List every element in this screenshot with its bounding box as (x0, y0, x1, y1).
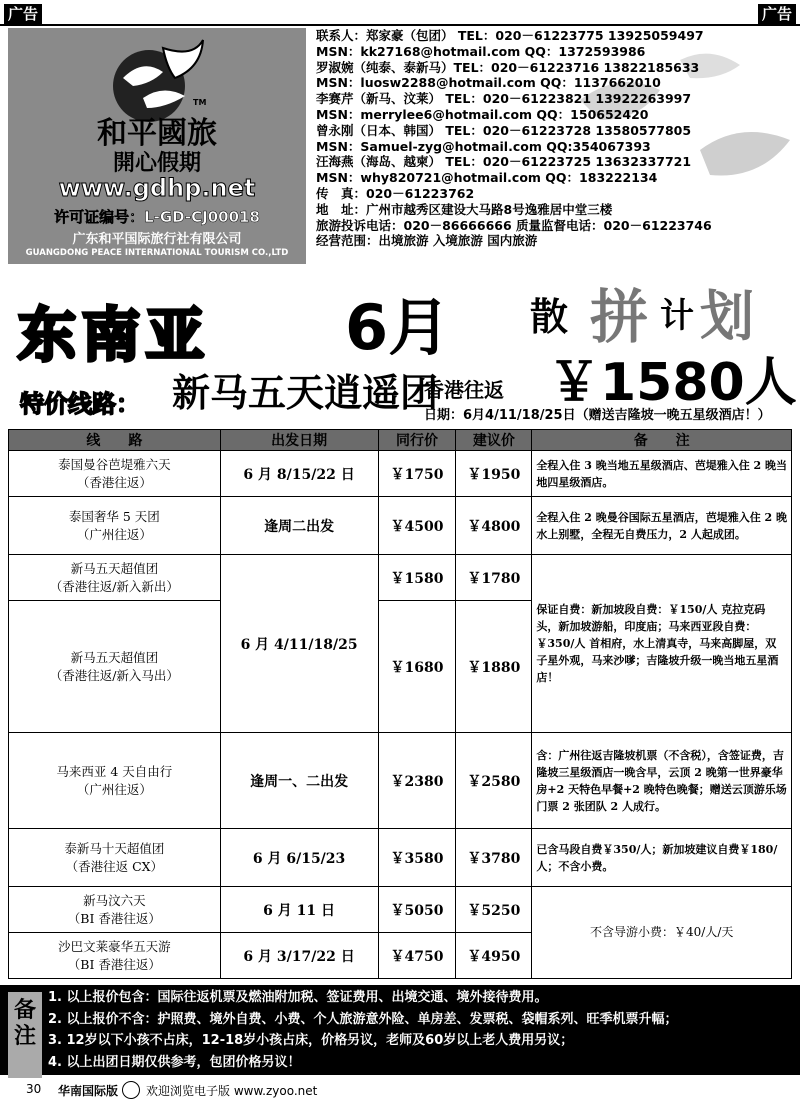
company-slogan: 開心假期 (112, 151, 201, 176)
header-notes: 备 注 (532, 430, 792, 451)
contact-list (316, 28, 800, 249)
table-cell: ￥4500 (378, 497, 456, 555)
table-cell: 6 月 3/17/22 日 (220, 933, 378, 979)
note-item: 3. 12岁以下小孩不占床，12-18岁小孩占床，价格另议，老师及60岁以上老人费用另议； (48, 1033, 574, 1048)
table-cell: ￥5250 (456, 887, 532, 933)
route-line: 沙巴文莱豪华五天游 (58, 938, 171, 954)
featured-tour-name: 新马五天逍遥团 (172, 371, 439, 415)
contact-line: MSN：kk27168@hotmail.com QQ：1372593986 (316, 43, 646, 59)
table-cell: ￥3780 (456, 829, 532, 887)
company-logo-panel (8, 28, 306, 264)
table-cell: ￥5050 (378, 887, 456, 933)
license-number: 许可证编号：L-GD-CJ00018 (54, 208, 260, 226)
page-number: 30 (26, 1082, 42, 1096)
route-line: 泰国奢华 5 天团 (68, 508, 160, 524)
footer-tagline: 欢迎浏览电子版 www.zyoo.net (146, 1084, 318, 1098)
table-cell: ￥4750 (378, 933, 456, 979)
table-cell: ￥1950 (456, 451, 532, 497)
ad-label-left: 广告 (4, 4, 42, 24)
table-cell: 逢周二出发 (220, 497, 378, 555)
plan-char-2: 拼 (590, 283, 649, 351)
region-title: 东南亚 (18, 301, 211, 369)
table-cell: 全程入住 3 晚当地五星级酒店、芭堤雅入住 2 晚当地四星级酒店。 (532, 451, 792, 497)
route-line: （BI 香港往返） (67, 956, 161, 972)
special-route-label: 特价线路： (20, 390, 140, 418)
table-cell: 6 月 11 日 (220, 887, 378, 933)
table-cell (9, 887, 221, 933)
table-row (9, 497, 792, 555)
footer-brand: 华南国际版 (58, 1084, 119, 1098)
route-line: （广州往返） (76, 781, 152, 797)
header-suggested-price: 建议价 (456, 430, 532, 451)
company-full-name: 广东和平国际旅行社有限公司 (72, 232, 242, 247)
company-name: 和平國旅 (97, 116, 217, 151)
table-header-row (9, 430, 792, 451)
table-cell: ￥1880 (456, 601, 532, 733)
route-line: （BI 香港往返） (67, 910, 161, 926)
notes-heading: 备注 (8, 992, 42, 1078)
contact-line: 曾永刚（日本、韩国） TEL：020－61223728 13580577805 (316, 122, 692, 138)
route-line: 泰新马十天超值团 (64, 840, 165, 856)
table-cell: 保证自费：新加坡段自费：￥150/人 克拉克码头，新加坡游船，印度庙；马来西亚段自费：￥350/人 首相府，水上清真寺，马来高脚屋，双子星外观，马来沙嗲；吉隆坡升级一晚当地五星酒店！ (532, 555, 792, 733)
table-cell (9, 451, 221, 497)
table-cell: ￥4800 (456, 497, 532, 555)
route-line: （香港往返 CX） (65, 858, 164, 874)
table-cell: 6 月 6/15/23 (220, 829, 378, 887)
contact-line: MSN：luosw2288@hotmail.com QQ：1137662010 (316, 75, 661, 91)
table-cell: ￥1580 (378, 555, 456, 601)
table-row (9, 555, 792, 601)
table-cell: 全程入住 2 晚曼谷国际五星酒店，芭堤雅入住 2 晚水上别墅，全程无自费压力，2 人起成团。 (532, 497, 792, 555)
route-line: 泰国曼谷芭堤雅六天 (58, 456, 171, 472)
table-cell: 6 月 8/15/22 日 (220, 451, 378, 497)
contact-line: 汪海燕（海岛、越柬） TEL：020－61223725 13632337721 (316, 154, 692, 170)
route-line: 马来西亚 4 天自由行 (56, 763, 173, 779)
notes-list (48, 987, 678, 1073)
trademark: TM (193, 98, 207, 107)
table-cell: 已含马段自费￥350/人；新加坡建议自费￥180/人；不含小费。 (532, 829, 792, 887)
table-cell: ￥1750 (378, 451, 456, 497)
table-cell (9, 555, 221, 601)
table-cell: ￥4950 (456, 933, 532, 979)
table-cell: ￥2380 (378, 733, 456, 829)
table-cell: ￥1780 (456, 555, 532, 601)
header-peer-price: 同行价 (378, 430, 456, 451)
footer-logo-icon (122, 1081, 140, 1099)
route-line: （香港往返） (76, 474, 152, 490)
table-cell (9, 829, 221, 887)
contact-line: 李赛芹（新马、汶莱） TEL：020－61223821 13922263997 (316, 91, 692, 107)
table-cell: 6 月 4/11/18/25 (220, 555, 378, 733)
route-line: 新马五天超值团 (70, 649, 159, 665)
table-cell: ￥3580 (378, 829, 456, 887)
table-row (9, 733, 792, 829)
route-price-table (8, 429, 792, 979)
table-cell: 不含导游小费：￥40/人/天 (532, 887, 792, 979)
contact-line: 罗淑婉（纯泰、泰新马）TEL：020－61223716 13822185633 (316, 59, 700, 75)
header-date: 出发日期 (220, 430, 378, 451)
header-route: 线 路 (9, 430, 221, 451)
ad-label-right: 广告 (758, 4, 796, 24)
top-rule (0, 24, 800, 26)
table-cell (9, 933, 221, 979)
hotline-line: 旅游投诉电话：020－86666666 质量监督电话：020－61223746 (316, 217, 712, 233)
route-line: 新马五天超值团 (70, 560, 159, 576)
plan-char-3: 计 (660, 296, 694, 336)
route-line: （广州往返） (76, 526, 152, 542)
plan-char-1: 散 (530, 295, 569, 339)
contact-line: MSN：merrylee6@hotmail.com QQ：150652420 (316, 106, 649, 122)
address-line: 地 址：广州市越秀区建设大马路8号逸雅居中堂三楼 (316, 201, 613, 217)
table-cell: ￥1680 (378, 601, 456, 733)
table-row (9, 829, 792, 887)
table-row (9, 887, 792, 933)
table-row (9, 451, 792, 497)
company-english-name: GUANGDONG PEACE INTERNATIONAL TOURISM CO.,LTD (25, 248, 289, 258)
contact-line: MSN：why820721@hotmail.com QQ：183222134 (316, 170, 658, 186)
table-cell: ￥2580 (456, 733, 532, 829)
table-cell (9, 497, 221, 555)
table-cell (9, 733, 221, 829)
plan-char-4: 划 (700, 285, 754, 348)
contact-line: 联系人：郑家豪（包团） TEL：020－61223775 13925059497 (316, 28, 704, 43)
featured-price: ￥1580人 (548, 353, 797, 413)
contact-line: MSN：Samuel-zyg@hotmail.com QQ:354067393 (316, 138, 651, 154)
month-title: 6月 (345, 291, 451, 364)
route-line: （香港往返/新入马出） (49, 667, 179, 683)
fax-line: 传 真：020－61223762 (316, 185, 475, 201)
route-line: 新马汶六天 (83, 892, 146, 908)
business-scope-line: 经营范围：出境旅游 入境旅游 国内旅游 (316, 233, 538, 249)
note-item: 4. 以上出团日期仅供参考，包团价格另议！ (48, 1054, 301, 1070)
route-line: （香港往返/新入新出） (49, 578, 179, 594)
table-cell: 含：广州往返吉隆坡机票（不含税），含签证费，吉隆坡三星级酒店一晚含早，云顶 2 晚第一世界豪华房+2 天特色早餐+2 晚特色晚餐；赠送云顶游乐场门票 2 张团队 2 人成行。 (532, 733, 792, 829)
table-cell: 逢周一、二出发 (220, 733, 378, 829)
featured-tour-hk: 香港往返 (424, 378, 504, 402)
note-item: 1. 以上报价包含：国际往返机票及燃油附加税、签证费用、出境交通、境外接待费用。 (48, 990, 548, 1005)
page-footer (0, 1079, 800, 1100)
featured-dates: 日期：6月4/11/18/25日（赠送吉隆坡一晚五星级酒店！） (424, 408, 771, 423)
company-website: www.gdhp.net (58, 174, 256, 202)
table-cell (9, 601, 221, 733)
note-item: 2. 以上报价不含：护照费、境外自费、小费、个人旅游意外险、单房差、发票税、袋帽系列、旺季机票升幅； (48, 1011, 678, 1027)
